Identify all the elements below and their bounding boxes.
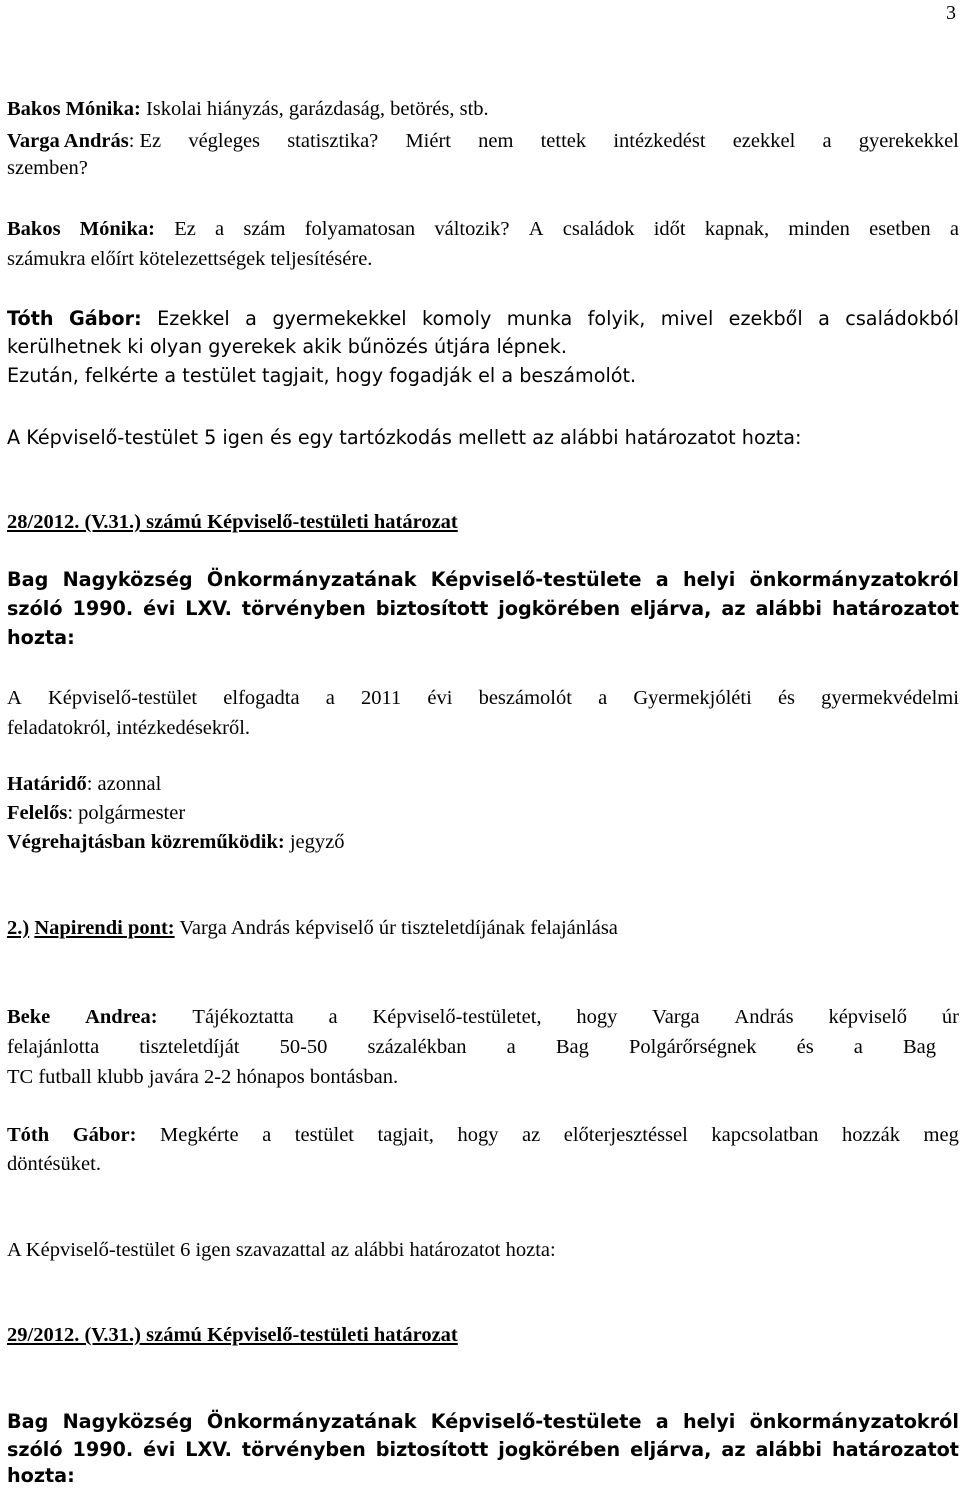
word: Tóth: [7, 307, 54, 330]
word: A: [7, 687, 22, 709]
speaker-name: Bakos Mónika:: [7, 98, 141, 120]
word: a: [245, 307, 257, 330]
word: ezekből: [728, 307, 803, 330]
word: a: [506, 1036, 516, 1058]
word: statisztika?: [287, 130, 379, 152]
word: elfogadta: [223, 687, 300, 709]
word: beszámolót: [478, 687, 572, 709]
word: Önkormányzatának: [206, 568, 417, 591]
resolution-1-body-line-1: [7, 685, 959, 711]
word: eljárva,: [630, 1438, 712, 1461]
resolution-1-executor: Végrehajtásban közreműködik: jegyző: [7, 831, 345, 853]
vote-statement-1: A Képviselő-testület 5 igen és egy tartózkodás mellett az alábbi határozatot hozta:: [7, 426, 802, 449]
word: Varga András: Ez: [7, 130, 162, 152]
word: Tóth: [7, 1124, 50, 1146]
word: ezekkel: [732, 130, 796, 152]
paragraph-bakos-2-line-1: [7, 216, 959, 242]
word: szóló: [7, 1438, 63, 1461]
page-number: 3: [946, 2, 956, 24]
word: képviselő: [828, 1006, 908, 1028]
word: kapnak,: [704, 218, 770, 240]
word: gyermekvédelmi: [821, 687, 959, 709]
word: intézkedést: [613, 130, 706, 152]
resolution-1-preamble-line-1: [7, 567, 959, 593]
word: az: [721, 597, 746, 620]
word: munka: [506, 307, 573, 330]
word: úr: [941, 1006, 959, 1028]
paragraph-beke-line-1: [7, 1004, 959, 1030]
word: a: [822, 130, 832, 152]
word: változik?: [434, 218, 510, 240]
paragraph-text: Iskolai hiányzás, garázdaság, betörés, stb.: [140, 98, 489, 120]
word: Ez: [174, 218, 196, 240]
resolution-1-preamble-line-3: hozta:: [7, 626, 75, 649]
word: határozatot: [831, 597, 959, 620]
word: évi: [143, 1438, 176, 1461]
word: hogy: [576, 1006, 618, 1028]
word: Polgárőrségnek: [628, 1036, 757, 1058]
word: helyi: [683, 1410, 736, 1433]
word: mivel: [660, 307, 714, 330]
paragraph-varga-line-1: [7, 128, 959, 154]
word: Képviselő-testületet,: [372, 1006, 542, 1028]
word: a: [598, 687, 608, 709]
word: biztosított: [375, 1438, 489, 1461]
word: Nagyközség: [62, 568, 193, 591]
word: Bakos: [7, 218, 61, 240]
word: testület: [294, 1124, 354, 1146]
word: önkormányzatokról: [749, 568, 959, 591]
word: biztosított: [375, 597, 489, 620]
word: évi: [143, 597, 176, 620]
resolution-1-body-line-2: feladatokról, intézkedésekről.: [7, 717, 251, 739]
paragraph-bakos-1: [7, 96, 489, 122]
word: esetben: [869, 218, 931, 240]
word: gyerekekkel: [858, 130, 959, 152]
word: 50-50: [279, 1036, 328, 1058]
word: András: [734, 1006, 794, 1028]
word: 1990.: [72, 1438, 134, 1461]
word: időt: [653, 218, 686, 240]
word: előterjesztéssel: [563, 1124, 688, 1146]
word: szám: [243, 218, 286, 240]
word: a: [949, 218, 959, 240]
word: törvényben: [241, 1438, 366, 1461]
resolution-1-preamble-line-2: [7, 596, 959, 622]
word: Beke: [7, 1006, 51, 1028]
word: gyermekekkel: [272, 307, 407, 330]
word: Bag: [7, 568, 49, 591]
word: Nagyközség: [62, 1410, 193, 1433]
word: 2011: [360, 687, 402, 709]
word: hogy: [457, 1124, 499, 1146]
word: alábbi: [755, 1438, 822, 1461]
paragraph-toth-line-2: kerülhetnek ki olyan gyerekek akik bűnözés útjára lépnek.: [7, 335, 567, 358]
word: szóló: [7, 597, 63, 620]
word: Bag: [555, 1036, 589, 1058]
paragraph-bakos-2-line-2: számukra előírt kötelezettségek teljesítésére.: [7, 248, 373, 270]
paragraph-beke-line-2: [7, 1034, 936, 1060]
word: Képviselő-testülete: [430, 1410, 642, 1433]
paragraph-toth-line-3: Ezután, felkérte a testület tagjait, hogy fogadják el a beszámolót.: [7, 364, 637, 387]
word: és: [796, 1036, 814, 1058]
word: Tájékoztatta: [192, 1006, 294, 1028]
word: Önkormányzatának: [206, 1410, 417, 1433]
word: tiszteletdíját: [139, 1036, 240, 1058]
word: a: [655, 1410, 669, 1433]
paragraph-toth-line-1: [7, 306, 959, 332]
word: Bag: [902, 1036, 936, 1058]
vote-statement-2: A Képviselő-testület 6 igen szavazattal az alábbi határozatot hozta:: [7, 1239, 556, 1261]
word: helyi: [683, 568, 736, 591]
word: tagjait,: [377, 1124, 434, 1146]
word: az: [522, 1124, 541, 1146]
word: jogkörében: [498, 597, 621, 620]
word: családok: [562, 218, 635, 240]
word: a: [325, 687, 335, 709]
word: Képviselő-testülete: [430, 568, 642, 591]
word: Gábor:: [72, 1124, 137, 1146]
paragraph-toth-2-line-1: [7, 1122, 959, 1148]
word: a: [655, 568, 669, 591]
word: családokból: [845, 307, 959, 330]
word: az: [721, 1438, 746, 1461]
word: Gábor:: [68, 307, 142, 330]
word: jogkörében: [498, 1438, 621, 1461]
word: folyik,: [587, 307, 646, 330]
paragraph-toth-2-line-2: döntésüket.: [7, 1153, 101, 1175]
resolution-2-title: 29/2012. (V.31.) számú Képviselő-testületi határozat: [7, 1324, 458, 1346]
word: Mónika:: [79, 218, 155, 240]
resolution-2-preamble-line-2: [7, 1437, 959, 1463]
word: LXV.: [185, 1438, 232, 1461]
word: felajánlotta: [7, 1036, 100, 1058]
word: a: [853, 1036, 863, 1058]
word: folyamatosan: [304, 218, 416, 240]
resolution-1-title: 28/2012. (V.31.) számú Képviselő-testületi határozat: [7, 511, 458, 533]
paragraph-varga-line-2: szemben?: [7, 157, 88, 179]
word: Bag: [7, 1410, 49, 1433]
word: tettek: [540, 130, 587, 152]
word: évi: [427, 687, 453, 709]
agenda-item-2: 2.) Napirendi pont: Varga András képviselő úr tiszteletdíjának felajánlása: [7, 917, 618, 939]
word: komoly: [422, 307, 492, 330]
word: a: [818, 307, 830, 330]
word: Megkérte: [160, 1124, 239, 1146]
word: és: [777, 687, 796, 709]
word: meg: [923, 1124, 959, 1146]
word: nem: [478, 130, 514, 152]
word: végleges: [188, 130, 261, 152]
word: A: [528, 218, 544, 240]
resolution-1-responsible: Felelős: polgármester: [7, 802, 186, 824]
word: alábbi: [755, 597, 822, 620]
word: LXV.: [185, 597, 232, 620]
word: százalékban: [367, 1036, 467, 1058]
word: minden: [788, 218, 850, 240]
word: a: [215, 218, 225, 240]
word: törvényben: [241, 597, 366, 620]
resolution-2-preamble-line-1: [7, 1409, 959, 1435]
word: Gyermekjóléti: [633, 687, 752, 709]
word: Miért: [405, 130, 451, 152]
word: Ezekkel: [157, 307, 230, 330]
word: Képviselő-testület: [47, 687, 198, 709]
word: 1990.: [72, 597, 134, 620]
word: határozatot: [831, 1438, 959, 1461]
word: a: [262, 1124, 272, 1146]
word: eljárva,: [630, 597, 712, 620]
word: Andrea:: [85, 1006, 158, 1028]
resolution-2-preamble-line-3: hozta:: [7, 1464, 75, 1487]
word: önkormányzatokról: [749, 1410, 959, 1433]
word: kapcsolatban: [711, 1124, 819, 1146]
word: Varga: [652, 1006, 700, 1028]
word: a: [328, 1006, 338, 1028]
paragraph-beke-line-3: TC futball klubb javára 2-2 hónapos bontásban.: [7, 1066, 399, 1088]
word: hozzák: [841, 1124, 900, 1146]
resolution-1-deadline: Határidő: azonnal: [7, 773, 162, 795]
